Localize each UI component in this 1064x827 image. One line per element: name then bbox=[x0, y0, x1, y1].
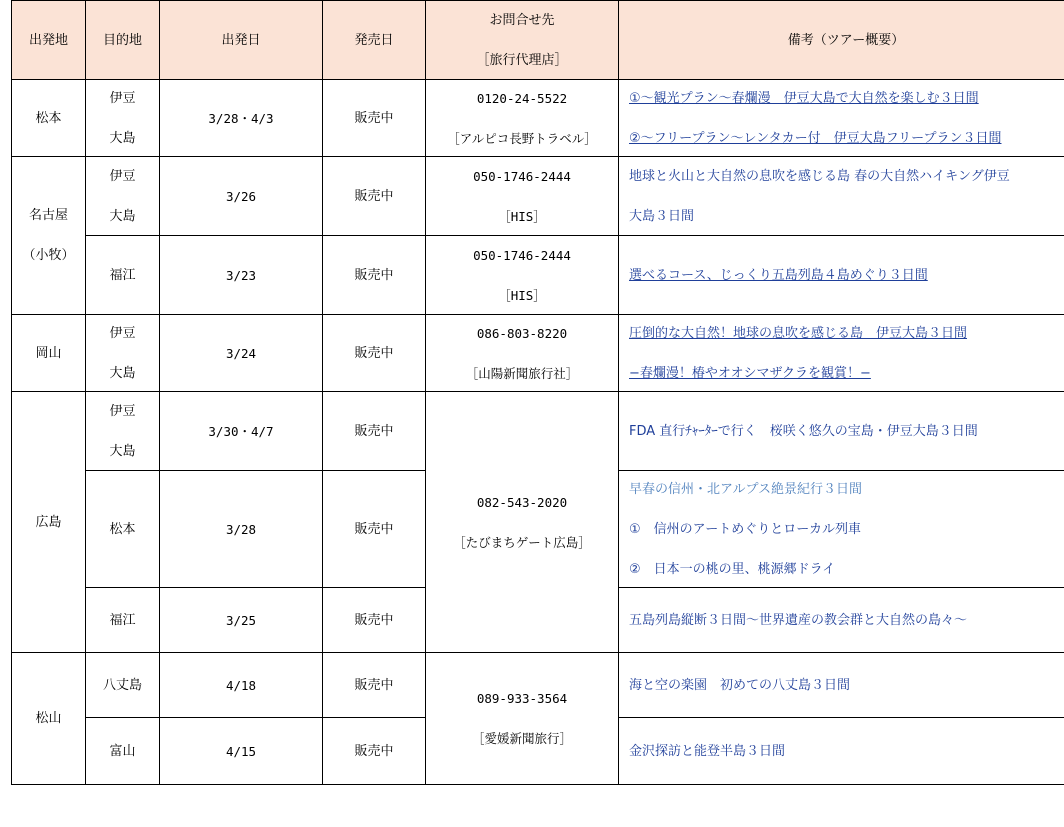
date-cell: 3/25 bbox=[160, 588, 323, 653]
destination-cell: 松本 bbox=[86, 471, 160, 588]
tour-table bbox=[11, 0, 1064, 785]
destination-cell bbox=[86, 392, 160, 471]
departure-line: 名古屋 bbox=[28, 208, 68, 223]
tour-description: ① 信州のアートめぐりとローカル列車 bbox=[629, 521, 862, 537]
header-contact-label: お問合せ先 bbox=[489, 12, 555, 28]
notes-cell bbox=[619, 157, 1064, 236]
destination-cell: 福江 bbox=[86, 236, 160, 315]
notes-cell bbox=[619, 392, 1064, 471]
contact-cell bbox=[426, 653, 619, 785]
destination-line: 伊豆 bbox=[109, 403, 136, 419]
destination-line: 伊豆 bbox=[109, 325, 136, 341]
destination-line: 大島 bbox=[109, 208, 136, 224]
tour-description: 金沢探訪と能登半島３日間 bbox=[629, 743, 786, 759]
header-notes: 備考（ツアー概要） bbox=[619, 1, 1064, 80]
tour-description: 大島３日間 bbox=[629, 208, 695, 224]
tour-description: 海と空の楽園 初めての八丈島３日間 bbox=[629, 677, 851, 693]
departure-line: （小牧） bbox=[22, 248, 75, 263]
header-row bbox=[12, 1, 1064, 80]
destination-cell: 八丈島 bbox=[86, 653, 160, 718]
departure-cell bbox=[12, 157, 86, 315]
phone-number: 050-1746-2444 bbox=[473, 168, 571, 184]
departure-cell: 松山 bbox=[12, 653, 86, 785]
agency-name: ［HIS］ bbox=[498, 287, 546, 303]
destination-line: 大島 bbox=[109, 443, 136, 459]
agency-name: ［愛媛新聞旅行］ bbox=[471, 731, 572, 746]
phone-number: 089-933-3564 bbox=[476, 691, 568, 706]
notes-cell bbox=[619, 718, 1064, 785]
contact-cell bbox=[426, 315, 619, 392]
destination-line: 大島 bbox=[109, 365, 136, 381]
destination-cell: 富山 bbox=[86, 718, 160, 785]
agency-name: ［たびまちゲート広島］ bbox=[453, 534, 591, 550]
date-cell: 3/28 bbox=[160, 471, 323, 588]
date-cell: 4/18 bbox=[160, 653, 323, 718]
header-departure: 出発地 bbox=[12, 1, 86, 80]
destination-line: 伊豆 bbox=[109, 90, 136, 106]
sale-cell: 販売中 bbox=[323, 718, 426, 785]
departure-cell: 岡山 bbox=[12, 315, 86, 392]
notes-cell bbox=[619, 588, 1064, 653]
departure-cell: 松本 bbox=[12, 80, 86, 157]
table-row bbox=[12, 392, 1064, 471]
sale-cell: 販売中 bbox=[323, 157, 426, 236]
tour-description: ② 日本一の桃の里、桃源郷ドライ bbox=[629, 561, 836, 577]
agency-name: ［アルピコ長野トラベル］ bbox=[447, 130, 597, 146]
header-contact bbox=[426, 1, 619, 80]
tour-description: 早春の信州・北アルプス絶景紀行３日間 bbox=[629, 481, 862, 497]
header-destination: 目的地 bbox=[86, 1, 160, 80]
date-cell: 4/15 bbox=[160, 718, 323, 785]
notes-cell bbox=[619, 236, 1064, 315]
tour-link[interactable]: −春爛漫！椿やオオシマザクラを観賞！− bbox=[629, 365, 871, 381]
header-sale: 発売日 bbox=[323, 1, 426, 80]
sale-cell: 販売中 bbox=[323, 80, 426, 157]
tour-link[interactable]: ②～フリープラン～レンタカー付 伊豆大島フリープラン３日間 bbox=[629, 130, 1002, 146]
tour-link[interactable]: 圧倒的な大自然！地球の息吹を感じる島 伊豆大島３日間 bbox=[629, 325, 968, 341]
date-cell: 3/28・4/3 bbox=[160, 80, 323, 157]
date-cell: 3/23 bbox=[160, 236, 323, 315]
sale-cell: 販売中 bbox=[323, 392, 426, 471]
contact-cell bbox=[426, 80, 619, 157]
agency-name: ［山陽新聞旅行社］ bbox=[465, 365, 579, 381]
table-row bbox=[12, 80, 1064, 157]
tour-description: 地球と火山と大自然の息吹を感じる島 春の大自然ハイキング伊豆 bbox=[629, 168, 1010, 184]
destination-line: 大島 bbox=[109, 130, 136, 146]
tour-link[interactable]: 選べるコース、じっくり五島列島４島めぐり３日間 bbox=[629, 267, 928, 283]
table-row bbox=[12, 653, 1064, 718]
contact-cell bbox=[426, 236, 619, 315]
agency-name: ［HIS］ bbox=[498, 208, 546, 224]
destination-cell bbox=[86, 315, 160, 392]
sale-cell: 販売中 bbox=[323, 236, 426, 315]
sale-cell: 販売中 bbox=[323, 588, 426, 653]
departure-cell: 広島 bbox=[12, 392, 86, 653]
tour-link[interactable]: ①～観光プラン～春爛漫 伊豆大島で大自然を楽しむ３日間 bbox=[629, 90, 979, 106]
notes-cell bbox=[619, 80, 1064, 157]
notes-cell bbox=[619, 471, 1064, 588]
notes-cell bbox=[619, 315, 1064, 392]
date-cell: 3/30・4/7 bbox=[160, 392, 323, 471]
tour-description: 五島列島縦断３日間～世界遺産の教会群と大自然の島々～ bbox=[629, 612, 968, 628]
notes-cell bbox=[619, 653, 1064, 718]
phone-number: 086-803-8220 bbox=[476, 325, 568, 341]
sale-cell: 販売中 bbox=[323, 471, 426, 588]
contact-cell bbox=[426, 157, 619, 236]
contact-cell bbox=[426, 392, 619, 653]
destination-line: 伊豆 bbox=[109, 168, 136, 184]
phone-number: 082-543-2020 bbox=[476, 494, 568, 510]
phone-number: 0120-24-5522 bbox=[476, 90, 568, 106]
table-row bbox=[12, 236, 1064, 315]
header-contact-agency-label: ［旅行代理店］ bbox=[476, 52, 568, 68]
sale-cell: 販売中 bbox=[323, 653, 426, 718]
destination-cell bbox=[86, 80, 160, 157]
table-row bbox=[12, 315, 1064, 392]
date-cell: 3/26 bbox=[160, 157, 323, 236]
destination-cell: 福江 bbox=[86, 588, 160, 653]
date-cell: 3/24 bbox=[160, 315, 323, 392]
sale-cell: 販売中 bbox=[323, 315, 426, 392]
header-date: 出発日 bbox=[160, 1, 323, 80]
destination-cell bbox=[86, 157, 160, 236]
table-row bbox=[12, 157, 1064, 236]
tour-description: FDA 直行ﾁｬｰﾀｰで行く 桜咲く悠久の宝島・伊豆大島３日間 bbox=[629, 423, 978, 439]
phone-number: 050-1746-2444 bbox=[473, 247, 571, 263]
